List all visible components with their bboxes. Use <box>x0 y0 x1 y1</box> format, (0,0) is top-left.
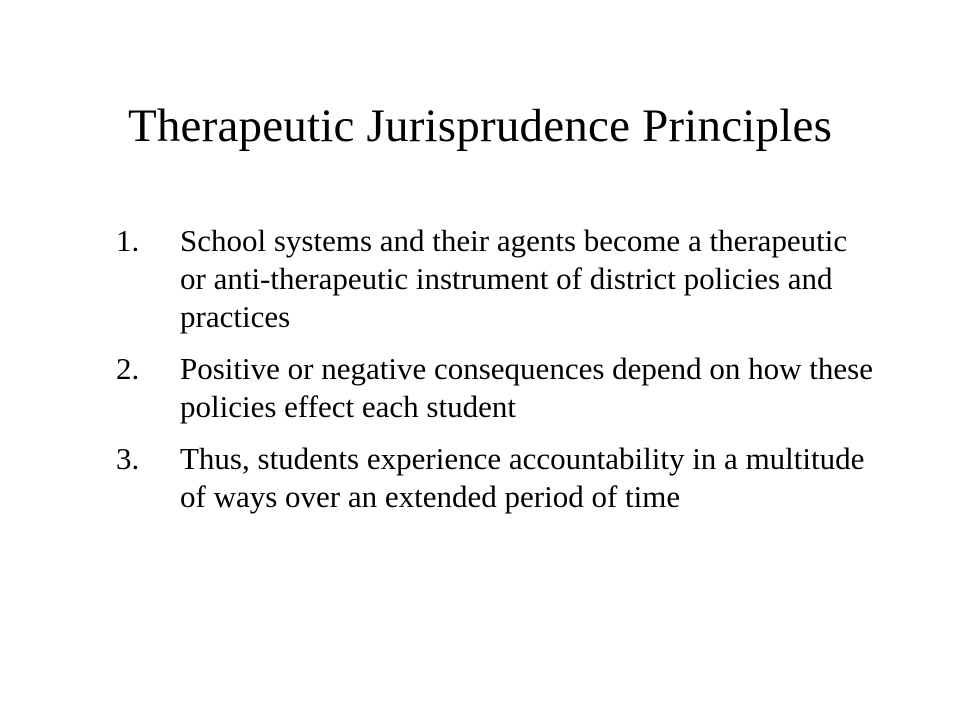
principles-list <box>116 222 876 530</box>
list-item <box>116 440 876 516</box>
list-item <box>116 222 876 336</box>
list-item-text: Positive or negative consequences depend on how these policies effect each student <box>180 351 874 424</box>
list-item-text: School systems and their agents become a therapeutic or anti-therapeutic instrument of district policies and practices <box>180 223 848 334</box>
list-item <box>116 350 876 426</box>
list-item-number: 2. <box>116 351 140 386</box>
list-item-text: Thus, students experience accountability in a multitude of ways over an extended period of time <box>180 441 865 514</box>
slide-title: Therapeutic Jurisprudence Principles <box>127 100 833 152</box>
list-item-number: 1. <box>116 223 140 258</box>
list-item-number: 3. <box>116 441 140 476</box>
